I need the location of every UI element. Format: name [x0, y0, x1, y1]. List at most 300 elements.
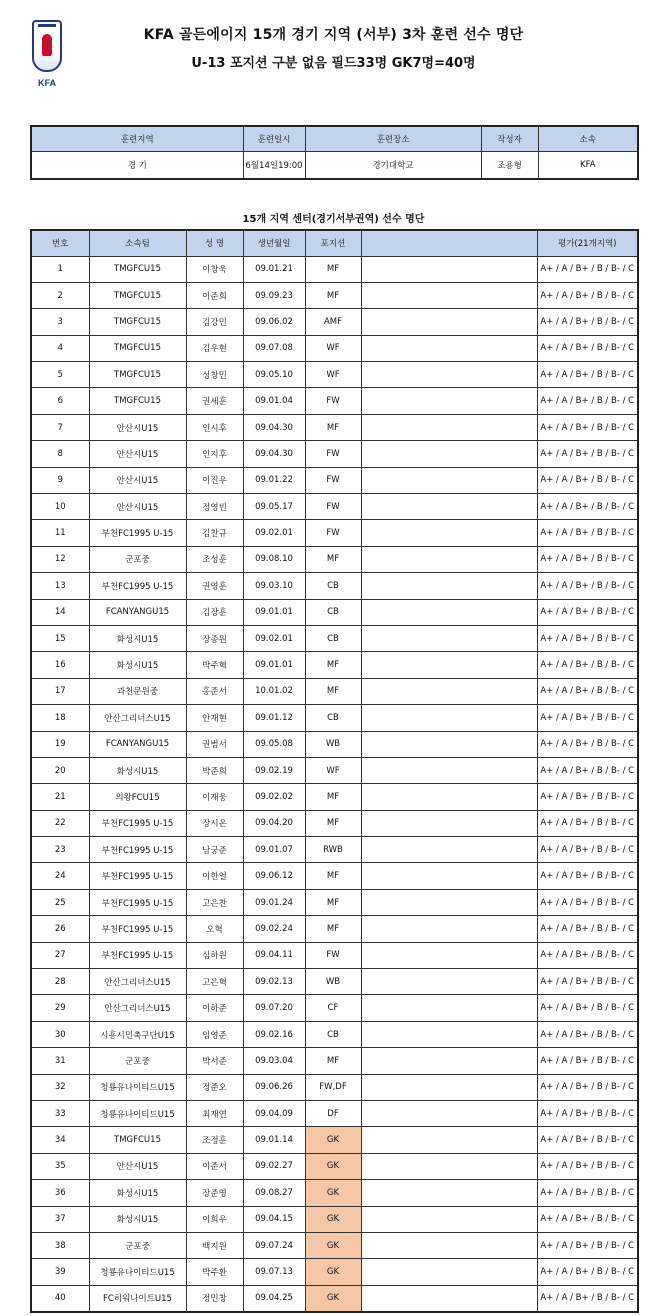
- player-evaluation: A+ / A / B+ / B / B- / C: [537, 467, 638, 493]
- player-birthdate: 09.02.24: [243, 916, 305, 942]
- player-evaluation: A+ / A / B+ / B / B- / C: [537, 942, 638, 968]
- player-name: 정준오: [186, 1074, 243, 1100]
- player-number: 18: [31, 705, 89, 731]
- player-number: 23: [31, 837, 89, 863]
- table-row: [31, 467, 638, 493]
- info-data-row: [31, 151, 638, 179]
- player-birthdate: 09.03.10: [243, 573, 305, 599]
- header-number: 번호: [31, 230, 89, 256]
- player-name: 권세훈: [186, 388, 243, 414]
- player-evaluation: A+ / A / B+ / B / B- / C: [537, 1180, 638, 1206]
- player-team: TMGFCU15: [89, 388, 186, 414]
- player-name: 장시온: [186, 810, 243, 836]
- player-birthdate: 09.04.20: [243, 810, 305, 836]
- player-team: TMGFCU15: [89, 1127, 186, 1153]
- table-row: [31, 678, 638, 704]
- player-birthdate: 09.01.12: [243, 705, 305, 731]
- table-row: [31, 256, 638, 282]
- player-team: 화성시U15: [89, 1206, 186, 1232]
- player-number: 19: [31, 731, 89, 757]
- player-notes: [361, 1180, 537, 1206]
- player-number: 27: [31, 942, 89, 968]
- player-birthdate: 09.02.13: [243, 969, 305, 995]
- player-evaluation: A+ / A / B+ / B / B- / C: [537, 414, 638, 440]
- player-name: 장준영: [186, 1180, 243, 1206]
- player-birthdate: 09.07.24: [243, 1232, 305, 1258]
- player-notes: [361, 494, 537, 520]
- player-number: 20: [31, 757, 89, 783]
- player-position: MF: [305, 784, 361, 810]
- player-team: 안산시U15: [89, 441, 186, 467]
- player-position: WF: [305, 757, 361, 783]
- player-team: 안산그리너스U15: [89, 995, 186, 1021]
- player-evaluation: A+ / A / B+ / B / B- / C: [537, 546, 638, 572]
- player-notes: [361, 1259, 537, 1285]
- info-header-row: [31, 126, 638, 151]
- player-notes: [361, 520, 537, 546]
- player-name: 정영빈: [186, 494, 243, 520]
- table-row: [31, 546, 638, 572]
- player-number: 9: [31, 467, 89, 493]
- table-row: [31, 916, 638, 942]
- player-evaluation: A+ / A / B+ / B / B- / C: [537, 599, 638, 625]
- player-notes: [361, 282, 537, 308]
- player-position: RWB: [305, 837, 361, 863]
- table-row: [31, 863, 638, 889]
- player-number: 36: [31, 1180, 89, 1206]
- player-notes: [361, 309, 537, 335]
- player-name: 이하준: [186, 995, 243, 1021]
- player-notes: [361, 1127, 537, 1153]
- player-notes: [361, 916, 537, 942]
- player-evaluation: A+ / A / B+ / B / B- / C: [537, 494, 638, 520]
- player-evaluation: A+ / A / B+ / B / B- / C: [537, 995, 638, 1021]
- player-evaluation: A+ / A / B+ / B / B- / C: [537, 757, 638, 783]
- player-birthdate: 09.01.07: [243, 837, 305, 863]
- player-number: 35: [31, 1153, 89, 1179]
- player-team: TMGFCU15: [89, 362, 186, 388]
- table-row: [31, 942, 638, 968]
- player-birthdate: 09.04.30: [243, 441, 305, 467]
- player-birthdate: 09.02.01: [243, 625, 305, 651]
- player-position: FW,DF: [305, 1074, 361, 1100]
- player-team: FC히워나이트U15: [89, 1285, 186, 1311]
- player-position: FW: [305, 942, 361, 968]
- player-name: 백지원: [186, 1232, 243, 1258]
- player-name: 이진우: [186, 467, 243, 493]
- player-birthdate: 09.07.13: [243, 1259, 305, 1285]
- player-name: 조성훈: [186, 546, 243, 572]
- player-number: 11: [31, 520, 89, 546]
- info-header-venue: 훈련장소: [305, 126, 481, 151]
- player-evaluation: A+ / A / B+ / B / B- / C: [537, 837, 638, 863]
- table-row: [31, 995, 638, 1021]
- player-position: CB: [305, 625, 361, 651]
- player-birthdate: 09.01.14: [243, 1127, 305, 1153]
- player-birthdate: 09.02.16: [243, 1021, 305, 1047]
- player-number: 5: [31, 362, 89, 388]
- player-team: 부천FC1995 U-15: [89, 942, 186, 968]
- player-notes: [361, 1048, 537, 1074]
- player-position: FW: [305, 388, 361, 414]
- header-evaluation: 평가(21개지역): [537, 230, 638, 256]
- player-birthdate: 09.08.10: [243, 546, 305, 572]
- player-name: 오혁: [186, 916, 243, 942]
- player-position: MF: [305, 810, 361, 836]
- player-name: 김장훈: [186, 599, 243, 625]
- player-team: TMGFCU15: [89, 282, 186, 308]
- table-row: [31, 1206, 638, 1232]
- table-row: [31, 441, 638, 467]
- player-evaluation: A+ / A / B+ / B / B- / C: [537, 362, 638, 388]
- player-position: FW: [305, 494, 361, 520]
- player-team: 군포중: [89, 1232, 186, 1258]
- player-number: 22: [31, 810, 89, 836]
- player-birthdate: 09.01.04: [243, 388, 305, 414]
- header-birthdate: 생년월일: [243, 230, 305, 256]
- player-number: 6: [31, 388, 89, 414]
- player-notes: [361, 1101, 537, 1127]
- player-name: 남궁준: [186, 837, 243, 863]
- table-row: [31, 1285, 638, 1311]
- player-team: 부천FC1995 U-15: [89, 573, 186, 599]
- player-notes: [361, 441, 537, 467]
- table-row: [31, 388, 638, 414]
- player-birthdate: 09.07.08: [243, 335, 305, 361]
- player-position: MF: [305, 916, 361, 942]
- player-notes: [361, 995, 537, 1021]
- table-row: [31, 625, 638, 651]
- player-number: 32: [31, 1074, 89, 1100]
- player-number: 2: [31, 282, 89, 308]
- table-row: [31, 837, 638, 863]
- table-row: [31, 784, 638, 810]
- player-birthdate: 09.01.22: [243, 467, 305, 493]
- player-birthdate: 09.01.21: [243, 256, 305, 282]
- player-birthdate: 09.02.02: [243, 784, 305, 810]
- player-evaluation: A+ / A / B+ / B / B- / C: [537, 916, 638, 942]
- player-birthdate: 09.04.30: [243, 414, 305, 440]
- header-blank: [361, 230, 537, 256]
- player-position: WF: [305, 335, 361, 361]
- player-number: 16: [31, 652, 89, 678]
- table-row: [31, 810, 638, 836]
- player-position: GK: [305, 1259, 361, 1285]
- player-team: 안산시U15: [89, 494, 186, 520]
- player-team: 시흥시민축구단U15: [89, 1021, 186, 1047]
- player-position: GK: [305, 1153, 361, 1179]
- player-number: 29: [31, 995, 89, 1021]
- player-notes: [361, 1021, 537, 1047]
- player-notes: [361, 942, 537, 968]
- player-name: 박주환: [186, 1259, 243, 1285]
- player-notes: [361, 652, 537, 678]
- info-header-affiliation: 소속: [538, 126, 638, 151]
- player-number: 34: [31, 1127, 89, 1153]
- player-team: 안산시U15: [89, 467, 186, 493]
- player-evaluation: A+ / A / B+ / B / B- / C: [537, 520, 638, 546]
- player-position: MF: [305, 414, 361, 440]
- player-name: 장종원: [186, 625, 243, 651]
- player-number: 14: [31, 599, 89, 625]
- player-number: 17: [31, 678, 89, 704]
- player-evaluation: A+ / A / B+ / B / B- / C: [537, 309, 638, 335]
- player-position: MF: [305, 652, 361, 678]
- roster-table: [30, 229, 639, 1313]
- player-position: GK: [305, 1285, 361, 1311]
- player-name: 이창욱: [186, 256, 243, 282]
- player-evaluation: A+ / A / B+ / B / B- / C: [537, 1153, 638, 1179]
- player-position: WF: [305, 362, 361, 388]
- header-team: 소속팀: [89, 230, 186, 256]
- player-name: 이희우: [186, 1206, 243, 1232]
- player-name: 조정훈: [186, 1127, 243, 1153]
- player-evaluation: A+ / A / B+ / B / B- / C: [537, 731, 638, 757]
- table-row: [31, 1127, 638, 1153]
- player-notes: [361, 705, 537, 731]
- player-position: MF: [305, 1048, 361, 1074]
- player-birthdate: 09.02.19: [243, 757, 305, 783]
- player-position: WB: [305, 969, 361, 995]
- player-team: 안산시U15: [89, 414, 186, 440]
- player-birthdate: 09.06.12: [243, 863, 305, 889]
- player-position: DF: [305, 1101, 361, 1127]
- player-name: 홍준서: [186, 678, 243, 704]
- player-evaluation: A+ / A / B+ / B / B- / C: [537, 1074, 638, 1100]
- player-notes: [361, 1074, 537, 1100]
- player-name: 안재현: [186, 705, 243, 731]
- player-birthdate: 09.03.04: [243, 1048, 305, 1074]
- player-position: GK: [305, 1180, 361, 1206]
- player-name: 이준희: [186, 282, 243, 308]
- player-birthdate: 09.07.20: [243, 995, 305, 1021]
- player-birthdate: 09.04.15: [243, 1206, 305, 1232]
- kfa-logo-text: KFA: [38, 78, 56, 88]
- table-row: [31, 705, 638, 731]
- player-notes: [361, 863, 537, 889]
- player-number: 21: [31, 784, 89, 810]
- player-notes: [361, 573, 537, 599]
- player-team: TMGFCU15: [89, 256, 186, 282]
- player-birthdate: 09.05.08: [243, 731, 305, 757]
- player-team: TMGFCU15: [89, 335, 186, 361]
- player-position: MF: [305, 678, 361, 704]
- info-author: 조용형: [481, 151, 538, 179]
- player-team: 안산시U15: [89, 1153, 186, 1179]
- table-row: [31, 889, 638, 915]
- player-name: 박준희: [186, 757, 243, 783]
- player-number: 8: [31, 441, 89, 467]
- player-notes: [361, 1153, 537, 1179]
- player-birthdate: 10.01.02: [243, 678, 305, 704]
- player-team: FCANYANGU15: [89, 599, 186, 625]
- player-position: CB: [305, 1021, 361, 1047]
- player-name: 최재연: [186, 1101, 243, 1127]
- player-birthdate: 09.02.27: [243, 1153, 305, 1179]
- player-name: 인시후: [186, 414, 243, 440]
- table-row: [31, 731, 638, 757]
- player-evaluation: A+ / A / B+ / B / B- / C: [537, 969, 638, 995]
- table-row: [31, 362, 638, 388]
- player-birthdate: 09.05.17: [243, 494, 305, 520]
- player-position: MF: [305, 256, 361, 282]
- player-number: 10: [31, 494, 89, 520]
- table-row: [31, 335, 638, 361]
- player-team: 군포중: [89, 546, 186, 572]
- player-notes: [361, 335, 537, 361]
- table-row: [31, 969, 638, 995]
- table-row: [31, 1232, 638, 1258]
- table-row: [31, 757, 638, 783]
- table-row: [31, 494, 638, 520]
- player-evaluation: A+ / A / B+ / B / B- / C: [537, 652, 638, 678]
- player-team: 화성시U15: [89, 625, 186, 651]
- player-number: 15: [31, 625, 89, 651]
- table-row: [31, 309, 638, 335]
- player-birthdate: 09.01.24: [243, 889, 305, 915]
- player-notes: [361, 837, 537, 863]
- player-number: 39: [31, 1259, 89, 1285]
- player-position: FW: [305, 520, 361, 546]
- player-number: 24: [31, 863, 89, 889]
- player-team: 청룡유나이티드U15: [89, 1101, 186, 1127]
- player-position: CB: [305, 573, 361, 599]
- player-team: 청룡유나이티드U15: [89, 1259, 186, 1285]
- player-notes: [361, 969, 537, 995]
- player-position: GK: [305, 1127, 361, 1153]
- player-birthdate: 09.06.02: [243, 309, 305, 335]
- player-evaluation: A+ / A / B+ / B / B- / C: [537, 625, 638, 651]
- player-name: 임영준: [186, 1021, 243, 1047]
- table-row: [31, 1180, 638, 1206]
- player-notes: [361, 362, 537, 388]
- player-number: 7: [31, 414, 89, 440]
- player-evaluation: A+ / A / B+ / B / B- / C: [537, 1127, 638, 1153]
- player-notes: [361, 678, 537, 704]
- player-notes: [361, 1285, 537, 1311]
- player-number: 37: [31, 1206, 89, 1232]
- player-team: 화성시U15: [89, 652, 186, 678]
- player-evaluation: A+ / A / B+ / B / B- / C: [537, 441, 638, 467]
- player-notes: [361, 546, 537, 572]
- player-birthdate: 09.09.23: [243, 282, 305, 308]
- player-notes: [361, 757, 537, 783]
- player-birthdate: 09.06.26: [243, 1074, 305, 1100]
- player-evaluation: A+ / A / B+ / B / B- / C: [537, 1048, 638, 1074]
- player-notes: [361, 414, 537, 440]
- roster-header-row: [31, 230, 638, 256]
- player-notes: [361, 1206, 537, 1232]
- player-team: 과천문원중: [89, 678, 186, 704]
- info-venue: 경기대학교: [305, 151, 481, 179]
- player-birthdate: 09.01.01: [243, 599, 305, 625]
- player-name: 성창민: [186, 362, 243, 388]
- player-evaluation: A+ / A / B+ / B / B- / C: [537, 863, 638, 889]
- player-team: 안산그리너스U15: [89, 705, 186, 731]
- player-number: 13: [31, 573, 89, 599]
- player-team: 의왕FCU15: [89, 784, 186, 810]
- player-team: 청룡유나이티드U15: [89, 1074, 186, 1100]
- info-header-author: 작성자: [481, 126, 538, 151]
- player-team: 군포중: [89, 1048, 186, 1074]
- player-number: 40: [31, 1285, 89, 1311]
- player-number: 25: [31, 889, 89, 915]
- player-number: 26: [31, 916, 89, 942]
- player-notes: [361, 1232, 537, 1258]
- player-birthdate: 09.08.27: [243, 1180, 305, 1206]
- training-info-table: [30, 125, 639, 180]
- player-evaluation: A+ / A / B+ / B / B- / C: [537, 1021, 638, 1047]
- player-number: 1: [31, 256, 89, 282]
- player-name: 권영훈: [186, 573, 243, 599]
- player-birthdate: 09.04.25: [243, 1285, 305, 1311]
- info-region: 경 기: [31, 151, 243, 179]
- player-position: MF: [305, 863, 361, 889]
- table-row: [31, 599, 638, 625]
- player-position: CB: [305, 599, 361, 625]
- player-number: 3: [31, 309, 89, 335]
- player-name: 심하원: [186, 942, 243, 968]
- player-birthdate: 09.05.10: [243, 362, 305, 388]
- player-name: 권범서: [186, 731, 243, 757]
- player-evaluation: A+ / A / B+ / B / B- / C: [537, 889, 638, 915]
- player-evaluation: A+ / A / B+ / B / B- / C: [537, 810, 638, 836]
- table-row: [31, 652, 638, 678]
- player-position: MF: [305, 889, 361, 915]
- player-name: 박주혁: [186, 652, 243, 678]
- player-name: 이재웅: [186, 784, 243, 810]
- table-row: [31, 520, 638, 546]
- player-team: 부천FC1995 U-15: [89, 863, 186, 889]
- player-team: 부천FC1995 U-15: [89, 916, 186, 942]
- player-name: 김강민: [186, 309, 243, 335]
- player-position: GK: [305, 1206, 361, 1232]
- roster-title: 15개 지역 센터(경기서부권역) 선수 명단: [242, 214, 425, 225]
- player-evaluation: A+ / A / B+ / B / B- / C: [537, 282, 638, 308]
- player-evaluation: A+ / A / B+ / B / B- / C: [537, 784, 638, 810]
- player-birthdate: 09.01.01: [243, 652, 305, 678]
- player-name: 고은찬: [186, 889, 243, 915]
- info-header-datetime: 훈련일시: [243, 126, 305, 151]
- player-name: 인지후: [186, 441, 243, 467]
- player-number: 38: [31, 1232, 89, 1258]
- player-name: 정민창: [186, 1285, 243, 1311]
- player-birthdate: 09.04.11: [243, 942, 305, 968]
- player-position: CF: [305, 995, 361, 1021]
- table-row: [31, 1101, 638, 1127]
- player-notes: [361, 256, 537, 282]
- player-notes: [361, 889, 537, 915]
- player-evaluation: A+ / A / B+ / B / B- / C: [537, 1232, 638, 1258]
- player-position: FW: [305, 467, 361, 493]
- player-notes: [361, 388, 537, 414]
- player-number: 33: [31, 1101, 89, 1127]
- header-position: 포지션: [305, 230, 361, 256]
- player-team: 부천FC1995 U-15: [89, 810, 186, 836]
- player-notes: [361, 731, 537, 757]
- player-position: AMF: [305, 309, 361, 335]
- table-row: [31, 1153, 638, 1179]
- player-birthdate: 09.04.09: [243, 1101, 305, 1127]
- player-team: TMGFCU15: [89, 309, 186, 335]
- player-notes: [361, 625, 537, 651]
- info-affiliation: KFA: [538, 151, 638, 179]
- player-position: FW: [305, 441, 361, 467]
- player-evaluation: A+ / A / B+ / B / B- / C: [537, 1206, 638, 1232]
- player-evaluation: A+ / A / B+ / B / B- / C: [537, 1101, 638, 1127]
- info-datetime: 6월14일19:00: [243, 151, 305, 179]
- player-notes: [361, 467, 537, 493]
